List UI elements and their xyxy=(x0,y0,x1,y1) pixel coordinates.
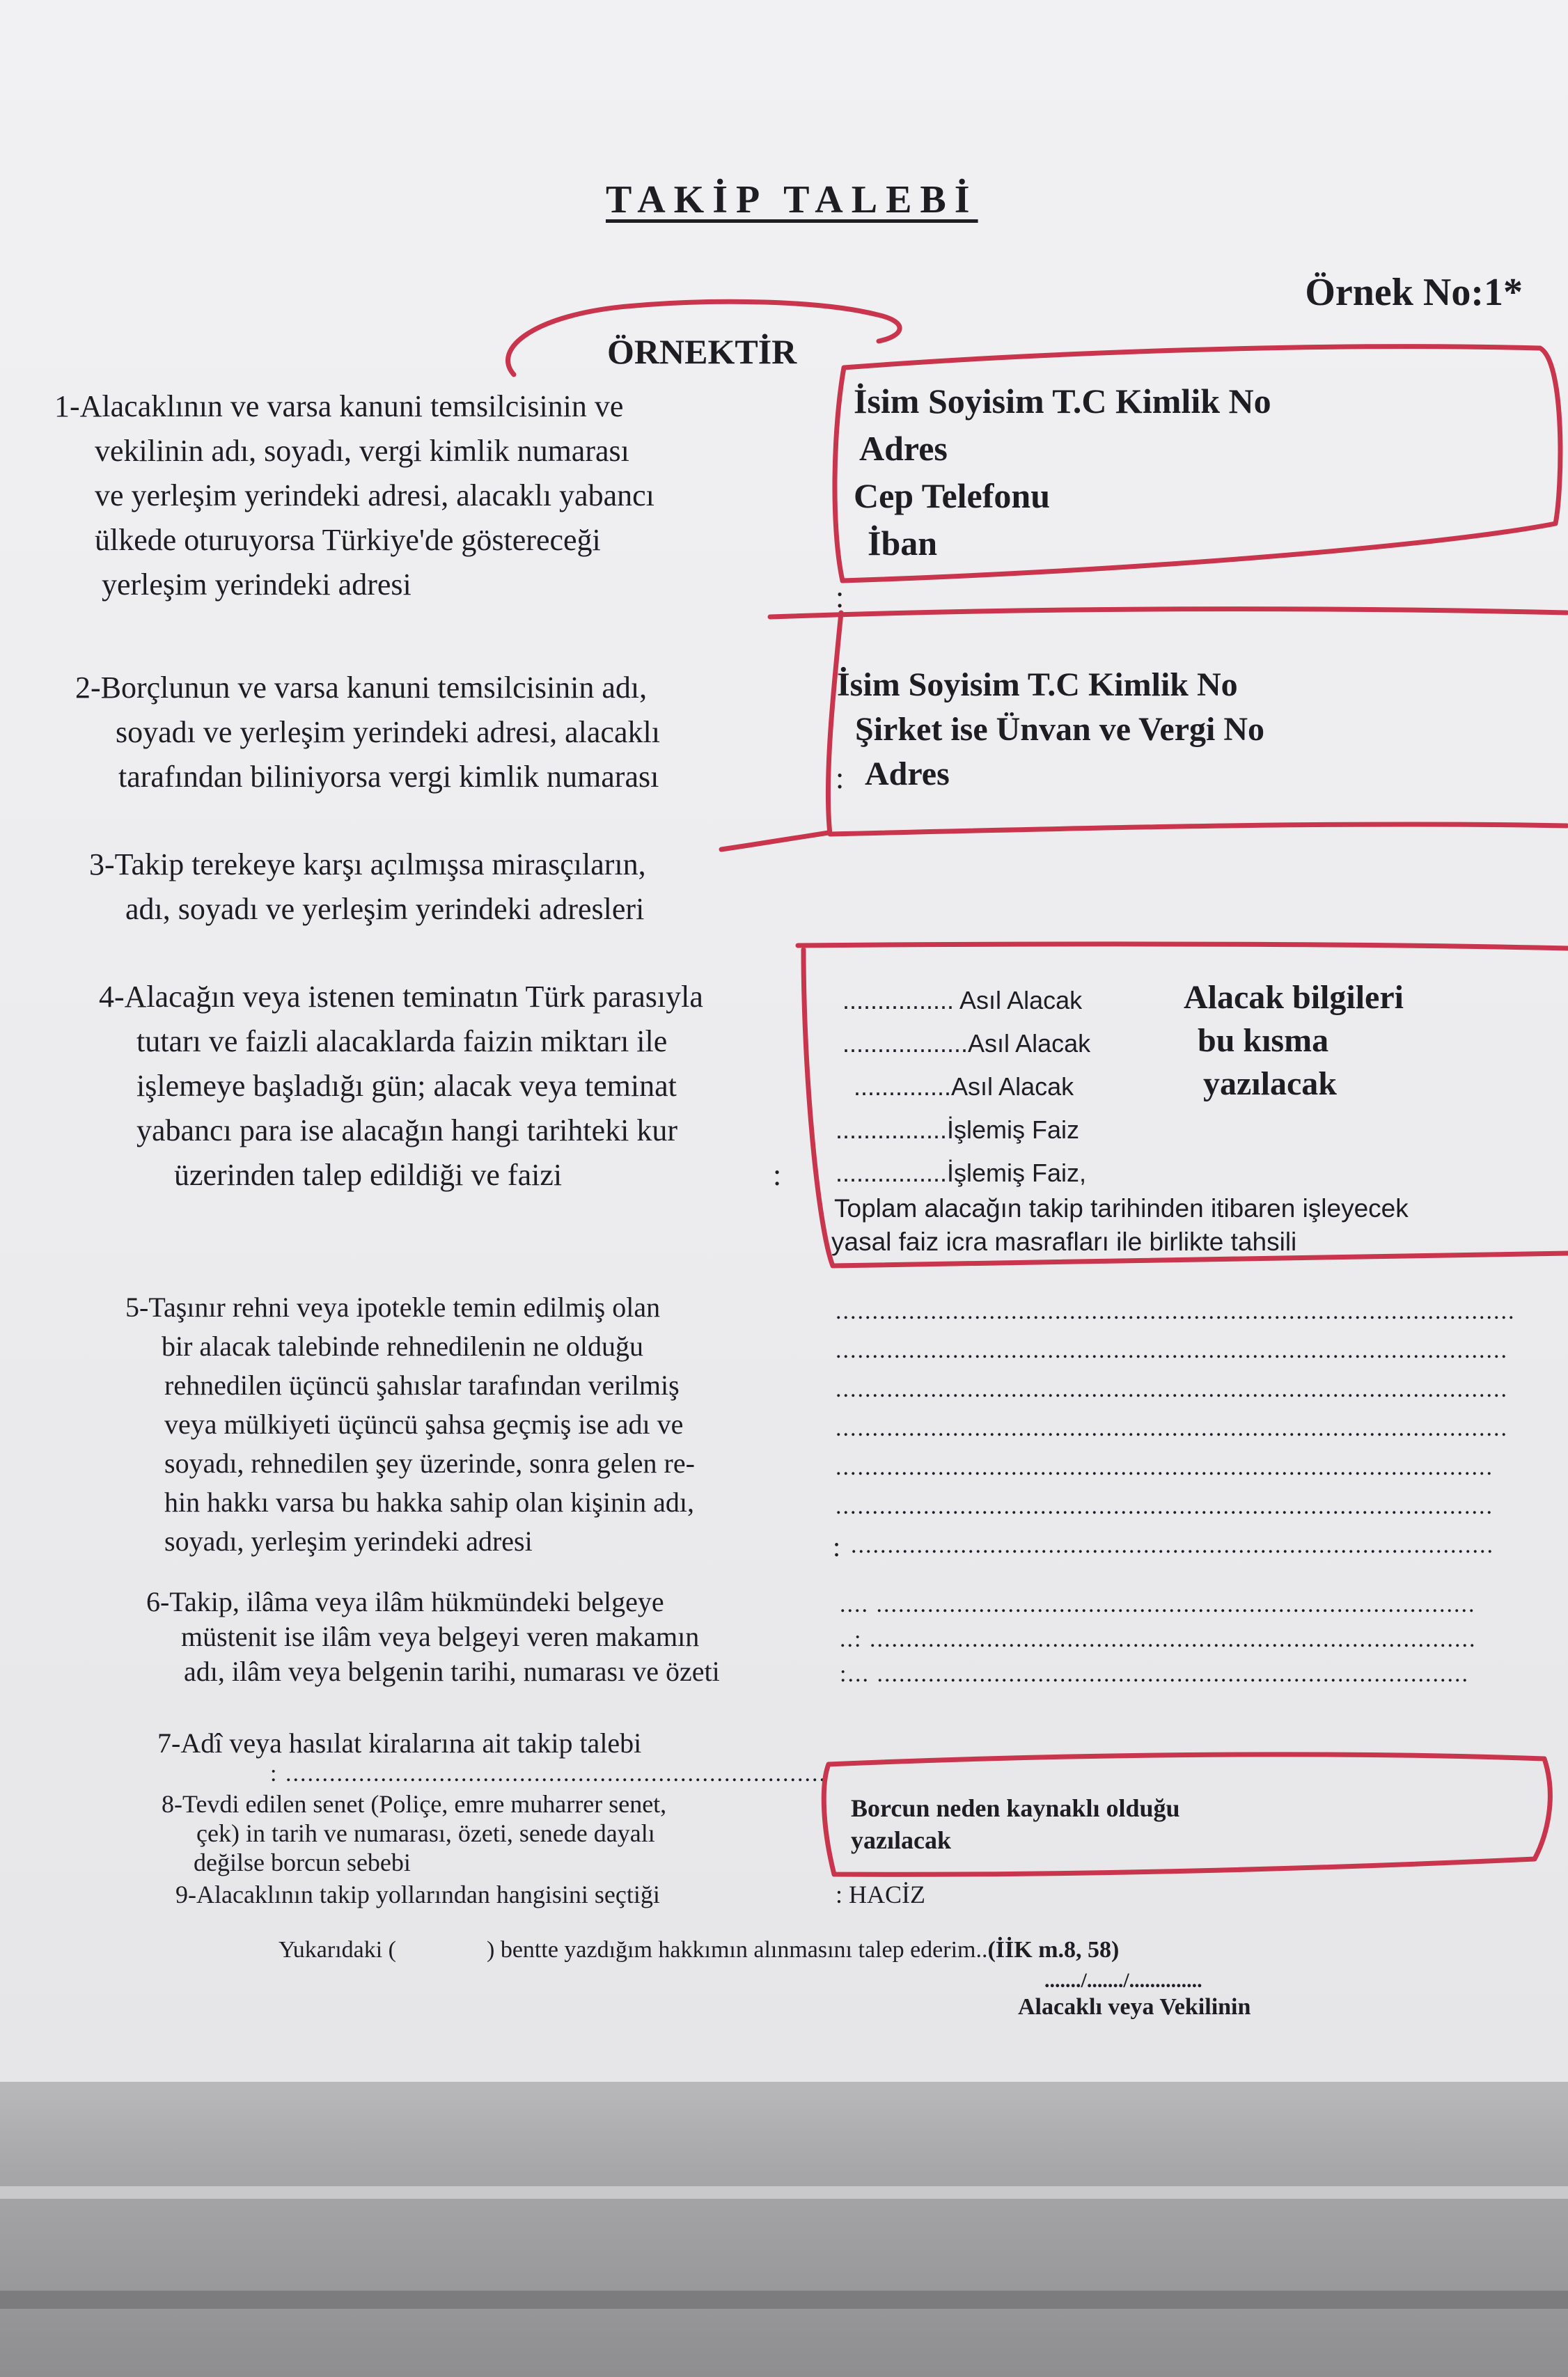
section-5-label: 5-Taşınır rehni veya ipotekle temin edilmiş olan bir alacak talebinde rehnedilenin ne olduğu rehnedilen üçüncü şahıslar tarafından verilmiş veya mülkiyeti üçüncü şahsa geçmiş ise adı ve soyadı, rehnedilen şey üzerinde, sonra gelen re- hin hakkı varsa bu hakka sahip olan kişinin adı, soyadı, yerleşim yerindeki adresi xyxy=(125,1292,695,1557)
section-2-label: 2-Borçlunun ve varsa kanuni temsilcisinin adı, soyadı ve yerleşim yerindeki adresi, alacaklı tarafından biliniyorsa vergi kimlik numarası xyxy=(75,670,660,794)
section-5-dotted-lines: ............................................................................................. ............................................................................................ ............................................................................................ ............................................................................................ .......................................................................................... .......................................................................................... ........................................................................................ xyxy=(836,1299,1516,1558)
section-1-colon: : xyxy=(836,580,845,614)
document-title: TAKİP TALEBİ xyxy=(606,178,978,221)
section-4-box-mark xyxy=(798,944,1568,1266)
section-8-answer: Borcun neden kaynaklı olduğu yazılacak xyxy=(851,1794,1180,1854)
section-4-info: Alacak bilgileri bu kısma yazılacak xyxy=(1184,979,1404,1102)
section-4-label: 4-Alacağın veya istenen teminatın Türk parasıyla tutarı ve faizli alacaklarda faizin miktarı ile işlemeye başladığı gün; alacak veya teminat yabancı para ise alacağın hangi tarihteki kur üzerinden talep edildiği ve faizi xyxy=(99,980,703,1192)
date-line: ......./......./.............. xyxy=(1044,1969,1202,1992)
section-1-label: 1-Alacaklının ve varsa kanuni temsilcisinin ve vekilinin adı, soyadı, vergi kimlik numarası ve yerleşim yerindeki adresi, alacaklı yabancı ülkede oturuyorsa Türkiye'de göstereceği yerleşim yerindeki adresi xyxy=(54,389,654,602)
section-7-label: 7-Adî veya hasılat kiralarına ait takip talebi xyxy=(157,1727,642,1759)
section-8-label: 8-Tevdi edilen senet (Poliçe, emre muharrer senet, çek) in tarih ve numarası, özeti, senede dayalı değilse borcun sebebi xyxy=(162,1790,667,1876)
section-5-colon: : xyxy=(833,1531,841,1562)
section-2-tail-mark xyxy=(721,833,829,849)
section-3-label: 3-Takip terekeye karşı açılmışsa mirasçıların, adı, soyadı ve yerleşim yerindeki adresleri xyxy=(89,847,646,926)
section-7-dotted-line: : .......................................................................... xyxy=(270,1761,826,1787)
section-9-label: 9-Alacaklının takip yollarından hangisini seçtiği xyxy=(175,1881,660,1908)
section-8-box-mark xyxy=(824,1755,1550,1874)
section-1-box-mark xyxy=(835,347,1560,581)
section-2-answer: İsim Soyisim T.C Kimlik No Şirket ise Ünvan ve Vergi No Adres xyxy=(837,666,1264,792)
section-9-answer: : HACİZ xyxy=(836,1881,925,1908)
background-shelf xyxy=(0,2082,1568,2377)
sample-number: Örnek No:1* xyxy=(1305,271,1523,314)
sample-stamp: ÖRNEKTİR xyxy=(607,332,797,371)
section-2-colon: : xyxy=(836,761,845,795)
section-2-bracket-mark xyxy=(828,613,1567,834)
stamp-circle-mark xyxy=(508,301,900,375)
request-line: Yukarıdaki ( ) bentte yazdığım hakkımın alınmasını talep ederim..(İİK m.8, 58) xyxy=(279,1937,1120,1963)
section-4-note: Toplam alacağın takip tarihinden itibaren işleyecek yasal faiz icra masrafları ile birlikte tahsili xyxy=(831,1194,1409,1256)
section-4-colon: : xyxy=(773,1158,782,1192)
section-1-divider-mark xyxy=(770,609,1567,617)
signature-label: Alacaklı veya Vekilinin xyxy=(1018,1994,1251,2020)
section-4-amounts: ................ Asıl Alacak ..................Asıl Alacak ..............Asıl Alacak ................İşlemiş Faiz ................İşlemiş Faiz, xyxy=(836,986,1091,1187)
section-1-answer: İsim Soyisim T.C Kimlik No Adres Cep Telefonu İban xyxy=(854,382,1271,563)
section-6-label: 6-Takip, ilâma veya ilâm hükmündeki belgeye müstenit ise ilâm veya belgeyi veren makamın adı, ilâm veya belgenin tarihi, numarası ve özeti xyxy=(146,1586,720,1687)
section-6-dotted-lines: .... .................................................................................. ..: ................................................................................... :... ................................................................................. xyxy=(840,1592,1477,1687)
